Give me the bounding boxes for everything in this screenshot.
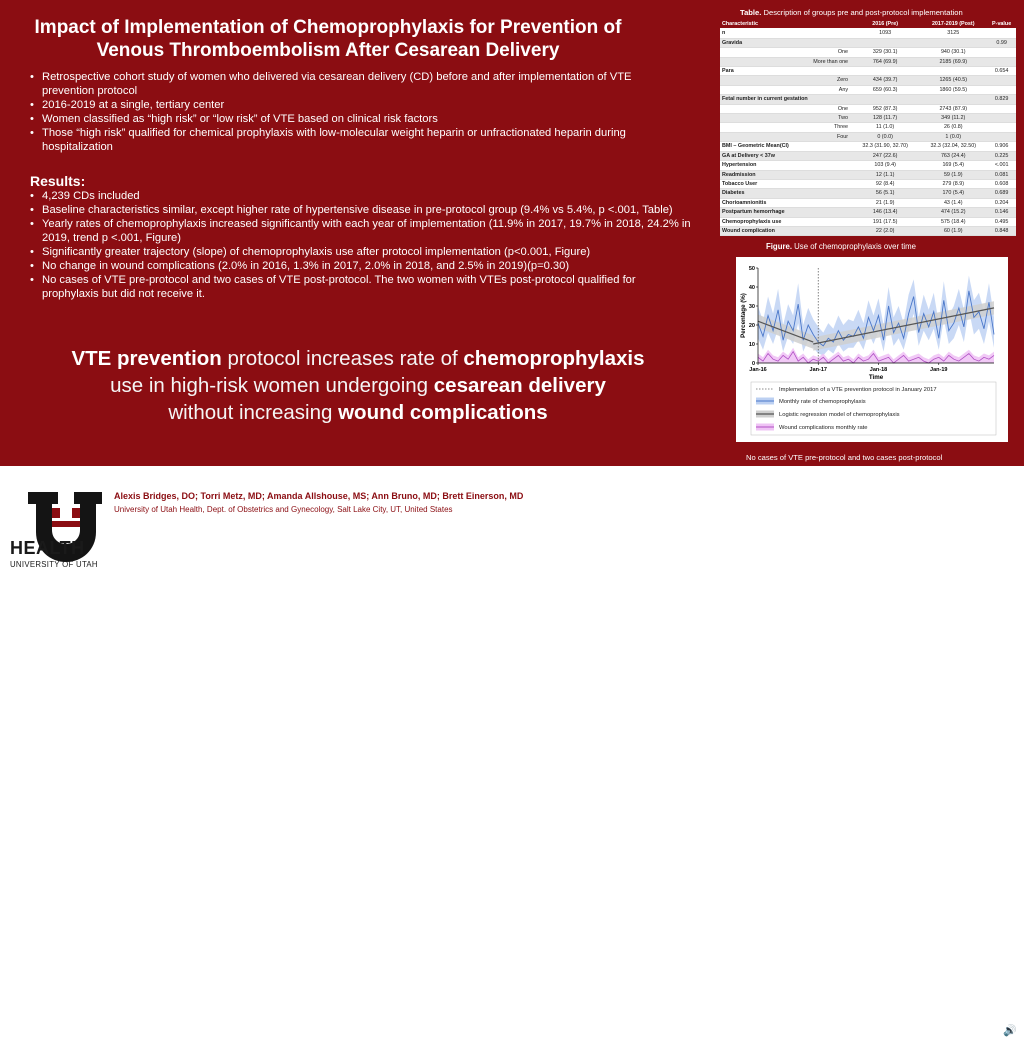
footer bbox=[0, 466, 1024, 1037]
key-message-text: use in high-risk women undergoing bbox=[110, 374, 434, 397]
figure-caption bbox=[766, 242, 916, 251]
post-protocol-cell: 2743 (87.9) bbox=[919, 104, 987, 113]
chemoprophylaxis-chart bbox=[736, 257, 1008, 442]
row-label-cell: n bbox=[720, 29, 851, 38]
figure-panel bbox=[736, 257, 1008, 442]
p-value-cell: 0.848 bbox=[987, 226, 1016, 235]
left-column bbox=[0, 0, 705, 466]
pre-protocol-cell bbox=[851, 95, 919, 104]
table-header-row bbox=[720, 20, 1016, 29]
results-bullet: • No cases of VTE pre-protocol and two cases of VTE post-protocol. The two women with VTEs post-protocol qualified for prophylaxis but did not receive it. bbox=[30, 273, 695, 301]
row-label-cell: Chorioamnionitis bbox=[720, 198, 851, 207]
table-row bbox=[720, 57, 1016, 66]
post-protocol-cell: 940 (30.1) bbox=[919, 48, 987, 57]
table-row bbox=[720, 217, 1016, 226]
key-message-bold: chemoprophylaxis bbox=[463, 347, 645, 370]
p-value-cell bbox=[987, 132, 1016, 141]
row-label-cell: Fetal number in current gestation bbox=[720, 95, 851, 104]
p-value-cell: 0.906 bbox=[987, 142, 1016, 151]
logo-health-text: HEALTH bbox=[10, 538, 85, 558]
intro-bullet: • Those “high risk” qualified for chemical prophylaxis with low-molecular weight heparin or unfractionated heparin during hospitalization bbox=[30, 126, 680, 154]
results-bullet: • Yearly rates of chemoprophylaxis increased significantly with each year of implementation (11.9% in 2017, 19.7% in 2018, 24.2% in 2019, trend p <.001, Figure) bbox=[30, 217, 695, 245]
table-caption-label: Table. bbox=[740, 8, 762, 17]
table-header: 2016 (Pre) bbox=[851, 20, 919, 29]
key-message-text: without increasing bbox=[168, 401, 339, 424]
characteristics-table bbox=[720, 20, 1016, 236]
pre-protocol-cell: 0 (0.0) bbox=[851, 132, 919, 141]
y-tick-label: 10 bbox=[748, 342, 755, 348]
table-caption-text: Description of groups pre and post-protocol implementation bbox=[761, 8, 963, 17]
pre-protocol-cell: 764 (69.9) bbox=[851, 57, 919, 66]
p-value-cell bbox=[987, 123, 1016, 132]
table-row bbox=[720, 48, 1016, 57]
row-label-cell: Para bbox=[720, 67, 851, 76]
row-label-cell: Diabetes bbox=[720, 189, 851, 198]
pre-protocol-cell bbox=[851, 67, 919, 76]
intro-list bbox=[30, 70, 680, 154]
results-heading: Results: bbox=[30, 173, 86, 189]
row-label-cell: Three bbox=[720, 123, 851, 132]
pre-protocol-cell: 21 (1.9) bbox=[851, 198, 919, 207]
post-protocol-cell: 1860 (59.5) bbox=[919, 85, 987, 94]
legend-label: Wound complications monthly rate bbox=[779, 425, 868, 431]
y-tick-label: 20 bbox=[748, 323, 755, 329]
y-tick-label: 40 bbox=[748, 285, 755, 291]
pre-protocol-cell: 146 (13.4) bbox=[851, 208, 919, 217]
p-value-cell bbox=[987, 104, 1016, 113]
row-label-cell: Readmission bbox=[720, 170, 851, 179]
intro-bullet: • Women classified as “high risk” or “low risk” of VTE based on clinical risk factors bbox=[30, 112, 680, 126]
pre-protocol-cell: 56 (5.1) bbox=[851, 189, 919, 198]
y-tick-label: 50 bbox=[748, 266, 755, 272]
post-protocol-cell: 32.3 (32.04, 32.50) bbox=[919, 142, 987, 151]
post-protocol-cell: 169 (5.4) bbox=[919, 161, 987, 170]
x-tick-label: Jan-17 bbox=[809, 367, 827, 373]
logo-university-text: UNIVERSITY OF UTAH bbox=[10, 560, 98, 569]
p-value-cell: 0.99 bbox=[987, 38, 1016, 47]
key-message-text: protocol increases rate of bbox=[221, 347, 464, 370]
figure-caption-text: Use of chemoprophylaxis over time bbox=[792, 242, 916, 251]
post-protocol-cell: 2185 (69.9) bbox=[919, 57, 987, 66]
post-protocol-cell bbox=[919, 95, 987, 104]
p-value-cell: 0.495 bbox=[987, 217, 1016, 226]
authors: Alexis Bridges, DO; Torri Metz, MD; Amanda Allshouse, MS; Ann Bruno, MD; Brett Einerson, MD bbox=[114, 491, 524, 501]
row-label-cell: Gravida bbox=[720, 38, 851, 47]
row-label-cell: Tobacco User bbox=[720, 179, 851, 188]
post-protocol-cell: 575 (18.4) bbox=[919, 217, 987, 226]
table-row bbox=[720, 67, 1016, 76]
intro-bullet: • Retrospective cohort study of women who delivered via cesarean delivery (CD) before and after implementation of VTE prevention protocol bbox=[30, 70, 680, 98]
p-value-cell: 0.829 bbox=[987, 95, 1016, 104]
p-value-cell: 0.146 bbox=[987, 208, 1016, 217]
row-label-cell: More than one bbox=[720, 57, 851, 66]
table-row bbox=[720, 151, 1016, 160]
table-row bbox=[720, 85, 1016, 94]
p-value-cell: 0.608 bbox=[987, 179, 1016, 188]
key-message bbox=[18, 345, 698, 426]
pre-protocol-cell: 103 (9.4) bbox=[851, 161, 919, 170]
row-label-cell: Chemoprophylaxis use bbox=[720, 217, 851, 226]
pre-protocol-cell: 659 (60.3) bbox=[851, 85, 919, 94]
pre-protocol-cell: 952 (87.3) bbox=[851, 104, 919, 113]
p-value-cell bbox=[987, 76, 1016, 85]
pre-protocol-cell: 32.3 (31.90, 32.70) bbox=[851, 142, 919, 151]
table-row bbox=[720, 179, 1016, 188]
legend-label: Monthly rate of chemoprophylaxis bbox=[779, 399, 866, 405]
table-row bbox=[720, 142, 1016, 151]
p-value-cell: 0.204 bbox=[987, 198, 1016, 207]
pre-protocol-cell: 1093 bbox=[851, 29, 919, 38]
row-label-cell: One bbox=[720, 48, 851, 57]
pre-protocol-cell: 92 (8.4) bbox=[851, 179, 919, 188]
table-row bbox=[720, 76, 1016, 85]
x-tick-label: Jan-16 bbox=[749, 367, 767, 373]
speaker-icon[interactable]: 🔊 bbox=[1003, 1025, 1017, 1037]
table-row bbox=[720, 208, 1016, 217]
post-protocol-cell: 3125 bbox=[919, 29, 987, 38]
poster-title: Impact of Implementation of Chemoprophylaxis for Prevention of Venous Thromboembolism After Cesarean Delivery bbox=[34, 17, 622, 61]
row-label-cell: Two bbox=[720, 114, 851, 123]
table-row bbox=[720, 123, 1016, 132]
intro-bullet: • 2016-2019 at a single, tertiary center bbox=[30, 98, 680, 112]
row-label-cell: BMI – Geometric Mean(CI) bbox=[720, 142, 851, 151]
right-column bbox=[718, 0, 1024, 466]
table-row bbox=[720, 132, 1016, 141]
table-row bbox=[720, 226, 1016, 235]
table-row bbox=[720, 104, 1016, 113]
table-header: Characteristic bbox=[720, 20, 851, 29]
row-label-cell: Four bbox=[720, 132, 851, 141]
post-protocol-cell: 60 (1.9) bbox=[919, 226, 987, 235]
post-protocol-cell: 43 (1.4) bbox=[919, 198, 987, 207]
row-label-cell: Zero bbox=[720, 76, 851, 85]
pre-protocol-cell: 434 (39.7) bbox=[851, 76, 919, 85]
post-protocol-cell bbox=[919, 67, 987, 76]
row-label-cell: Any bbox=[720, 85, 851, 94]
row-label-cell: Wound complication bbox=[720, 226, 851, 235]
x-axis-label: Time bbox=[868, 374, 884, 381]
figure-caption-label: Figure. bbox=[766, 242, 792, 251]
row-label-cell: Hypertension bbox=[720, 161, 851, 170]
post-protocol-cell: 26 (0.8) bbox=[919, 123, 987, 132]
p-value-cell: 0.081 bbox=[987, 170, 1016, 179]
pre-protocol-cell: 22 (2.0) bbox=[851, 226, 919, 235]
y-axis-label: Percentage (%) bbox=[740, 293, 747, 338]
p-value-cell: 0.225 bbox=[987, 151, 1016, 160]
results-bullet: • 4,239 CDs included bbox=[30, 189, 695, 203]
p-value-cell: 0.689 bbox=[987, 189, 1016, 198]
results-bullet: • Significantly greater trajectory (slope) of chemoprophylaxis use after protocol implementation (p<0.001, Figure) bbox=[30, 245, 695, 259]
post-protocol-cell bbox=[919, 38, 987, 47]
legend-label: Logistic regression model of chemoprophylaxis bbox=[779, 412, 900, 418]
p-value-cell: 0.654 bbox=[987, 67, 1016, 76]
results-list bbox=[30, 189, 695, 301]
pre-protocol-cell: 329 (30.1) bbox=[851, 48, 919, 57]
table-row bbox=[720, 95, 1016, 104]
post-protocol-cell: 349 (11.2) bbox=[919, 114, 987, 123]
results-bullet: • Baseline characteristics similar, except higher rate of hypertensive disease in pre-protocol group (9.4% vs 5.4%, p <.001, Table) bbox=[30, 203, 695, 217]
table-row bbox=[720, 29, 1016, 38]
row-label-cell: GA at Delivery < 37w bbox=[720, 151, 851, 160]
row-label-cell: One bbox=[720, 104, 851, 113]
pre-protocol-cell: 11 (1.0) bbox=[851, 123, 919, 132]
y-tick-label: 30 bbox=[748, 304, 755, 310]
table-body bbox=[720, 29, 1016, 236]
p-value-cell bbox=[987, 57, 1016, 66]
results-bullet: • No change in wound complications (2.0% in 2016, 1.3% in 2017, 2.0% in 2018, and 2.5% in 2019)(p=0.30) bbox=[30, 259, 695, 273]
table-row bbox=[720, 161, 1016, 170]
p-value-cell bbox=[987, 114, 1016, 123]
table-header: P-value bbox=[987, 20, 1016, 29]
post-protocol-cell: 279 (8.9) bbox=[919, 179, 987, 188]
x-tick-label: Jan-19 bbox=[930, 367, 948, 373]
key-message-bold: wound complications bbox=[338, 401, 548, 424]
post-protocol-cell: 1265 (40.5) bbox=[919, 76, 987, 85]
table-row bbox=[720, 170, 1016, 179]
pre-protocol-cell: 247 (22.6) bbox=[851, 151, 919, 160]
post-protocol-cell: 59 (1.9) bbox=[919, 170, 987, 179]
footnote: No cases of VTE pre-protocol and two cases post-protocol bbox=[746, 453, 943, 462]
y-tick-label: 0 bbox=[751, 361, 755, 367]
table-caption bbox=[740, 8, 963, 17]
pre-protocol-cell: 12 (1.1) bbox=[851, 170, 919, 179]
key-message-bold: VTE prevention bbox=[71, 347, 222, 370]
p-value-cell bbox=[987, 85, 1016, 94]
post-protocol-cell: 1 (0.0) bbox=[919, 132, 987, 141]
affiliation: University of Utah Health, Dept. of Obstetrics and Gynecology, Salt Lake City, UT, United States bbox=[114, 505, 453, 514]
post-protocol-cell: 474 (15.2) bbox=[919, 208, 987, 217]
p-value-cell bbox=[987, 29, 1016, 38]
post-protocol-cell: 763 (24.4) bbox=[919, 151, 987, 160]
x-tick-label: Jan-18 bbox=[869, 367, 888, 373]
pre-protocol-cell: 128 (11.7) bbox=[851, 114, 919, 123]
p-value-cell: <.001 bbox=[987, 161, 1016, 170]
legend-label: Implementation of a VTE prevention protocol in January 2017 bbox=[779, 387, 937, 393]
table-row bbox=[720, 114, 1016, 123]
table-row bbox=[720, 38, 1016, 47]
table-header: 2017-2019 (Post) bbox=[919, 20, 987, 29]
p-value-cell bbox=[987, 48, 1016, 57]
row-label-cell: Postpartum hemorrhage bbox=[720, 208, 851, 217]
table-row bbox=[720, 189, 1016, 198]
pre-protocol-cell: 191 (17.5) bbox=[851, 217, 919, 226]
pre-protocol-cell bbox=[851, 38, 919, 47]
table-row bbox=[720, 198, 1016, 207]
post-protocol-cell: 170 (5.4) bbox=[919, 189, 987, 198]
key-message-bold: cesarean delivery bbox=[433, 374, 606, 397]
